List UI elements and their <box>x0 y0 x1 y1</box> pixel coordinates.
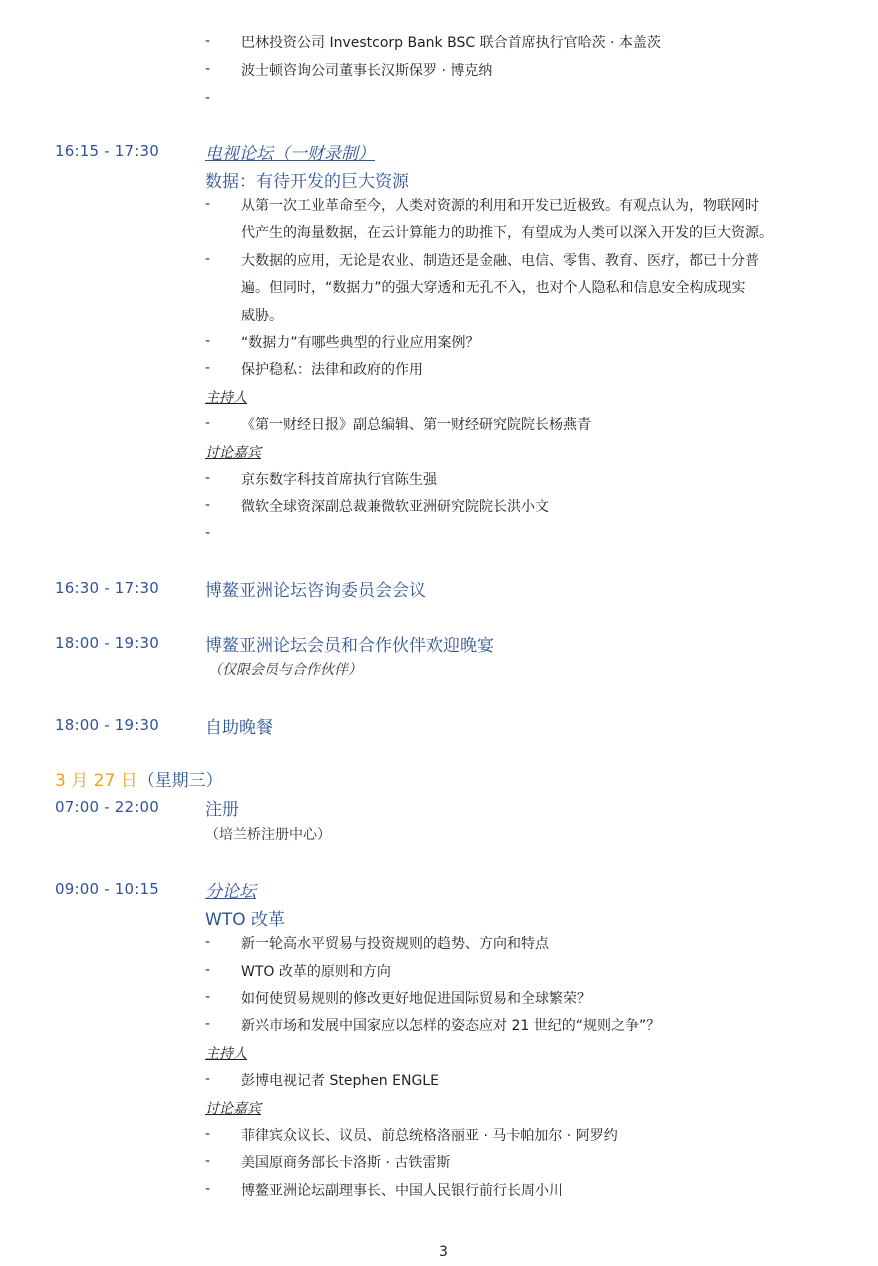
point-line: 遍。但同时，“数据力”的强大穿透和无孔不入，也对个人隐私和信息安全构成现实 <box>241 280 746 296</box>
moderator-label: 主持人 <box>205 390 247 406</box>
session-time: 18:00 - 19:30 <box>55 634 160 652</box>
dash: - <box>205 90 211 106</box>
dash: - <box>205 962 211 978</box>
page-number: 3 <box>439 1244 448 1260</box>
session-title: WTO 改革 <box>205 910 285 930</box>
dash: - <box>205 1126 211 1142</box>
dash: - <box>205 360 211 376</box>
panelist: 微软全球资深副总裁兼微软亚洲研究院院长洪小文 <box>241 499 549 515</box>
panelist: 京东数字科技首席执行官陈生强 <box>241 472 437 488</box>
dash: - <box>205 333 211 349</box>
point-line: “数据力”有哪些典型的行业应用案例？ <box>241 335 480 351</box>
dash: - <box>205 525 211 541</box>
session-time: 09:00 - 10:15 <box>55 880 160 898</box>
session-title: 博鳌亚洲论坛会员和合作伙伴欢迎晚宴 <box>205 636 494 656</box>
dash: - <box>205 251 211 267</box>
dash: - <box>205 415 211 431</box>
day-date: 27 <box>93 771 116 791</box>
session-title: 博鳌亚洲论坛咨询委员会会议 <box>205 581 426 601</box>
day-month: 3 <box>55 771 66 791</box>
point-line: 如何使贸易规则的修改更好地促进国际贸易和全球繁荣？ <box>241 991 591 1007</box>
session-time: 16:15 - 17:30 <box>55 142 160 160</box>
panel-label: 讨论嘉宾 <box>205 1101 261 1117</box>
session-time: 16:30 - 17:30 <box>55 579 160 597</box>
dash: - <box>205 33 211 49</box>
session-note: （培兰桥注册中心） <box>205 827 331 843</box>
panelist: 菲律宾众议长、议员、前总统格洛丽亚 · 马卡帕加尔 · 阿罗约 <box>241 1128 618 1144</box>
point-line: 新一轮高水平贸易与投资规则的趋势、方向和特点 <box>241 936 549 952</box>
point-line: 从第一次工业革命至今，人类对资源的利用和开发已近极致。有观点认为，物联网时 <box>241 198 759 214</box>
moderator: 《第一财经日报》副总编辑、第一财经研究院院长杨燕青 <box>241 417 591 433</box>
point-line: 保护稳私：法律和政府的作用 <box>241 362 423 378</box>
day-month-unit: 月 <box>71 771 89 791</box>
point-line: 新兴市场和发展中国家应以怎样的姿态应对 21 世纪的“规则之争”？ <box>241 1018 661 1034</box>
list-item: 波士顿咨询公司董事长汉斯保罗 · 博克纳 <box>241 63 493 79</box>
dash: - <box>205 934 211 950</box>
dash: - <box>205 1016 211 1032</box>
moderator: 彭博电视记者 Stephen ENGLE <box>241 1073 439 1089</box>
session-type: 分论坛 <box>205 882 256 902</box>
day-heading <box>55 766 223 791</box>
session-time: 18:00 - 19:30 <box>55 716 160 734</box>
day-date-unit: 日 <box>120 771 138 791</box>
point-line: 代产生的海量数据，在云计算能力的助推下，有望成为人类可以深入开发的巨大资源。 <box>241 225 773 241</box>
dash: - <box>205 497 211 513</box>
dash: - <box>205 61 211 77</box>
panelist: 博鳌亚洲论坛副理事长、中国人民银行前行长周小川 <box>241 1183 563 1199</box>
list-item: 巴林投资公司 Investcorp Bank BSC 联合首席执行官哈茨 · 本盖茨 <box>241 35 661 51</box>
session-note: （仅限会员与合作伙伴） <box>208 662 362 678</box>
dash: - <box>205 1153 211 1169</box>
dash: - <box>205 989 211 1005</box>
session-title: 注册 <box>205 800 239 820</box>
dash: - <box>205 1181 211 1197</box>
panelist: 美国原商务部长卡洛斯 · 古铁雷斯 <box>241 1155 451 1171</box>
dash: - <box>205 470 211 486</box>
day-weekday: （星期三） <box>137 771 223 791</box>
session-title: 数据：有待开发的巨大资源 <box>205 172 409 192</box>
session-type: 电视论坛（一财录制） <box>205 144 375 164</box>
session-time: 07:00 - 22:00 <box>55 798 160 816</box>
dash: - <box>205 196 211 212</box>
panel-label: 讨论嘉宾 <box>205 445 261 461</box>
point-line: 大数据的应用，无论是农业、制造还是金融、电信、零售、教育、医疗，都已十分普 <box>241 253 759 269</box>
moderator-label: 主持人 <box>205 1046 247 1062</box>
point-line: 威胁。 <box>241 308 283 324</box>
dash: - <box>205 1071 211 1087</box>
session-title: 自助晚餐 <box>205 718 273 738</box>
point-line: WTO 改革的原则和方向 <box>241 964 391 980</box>
